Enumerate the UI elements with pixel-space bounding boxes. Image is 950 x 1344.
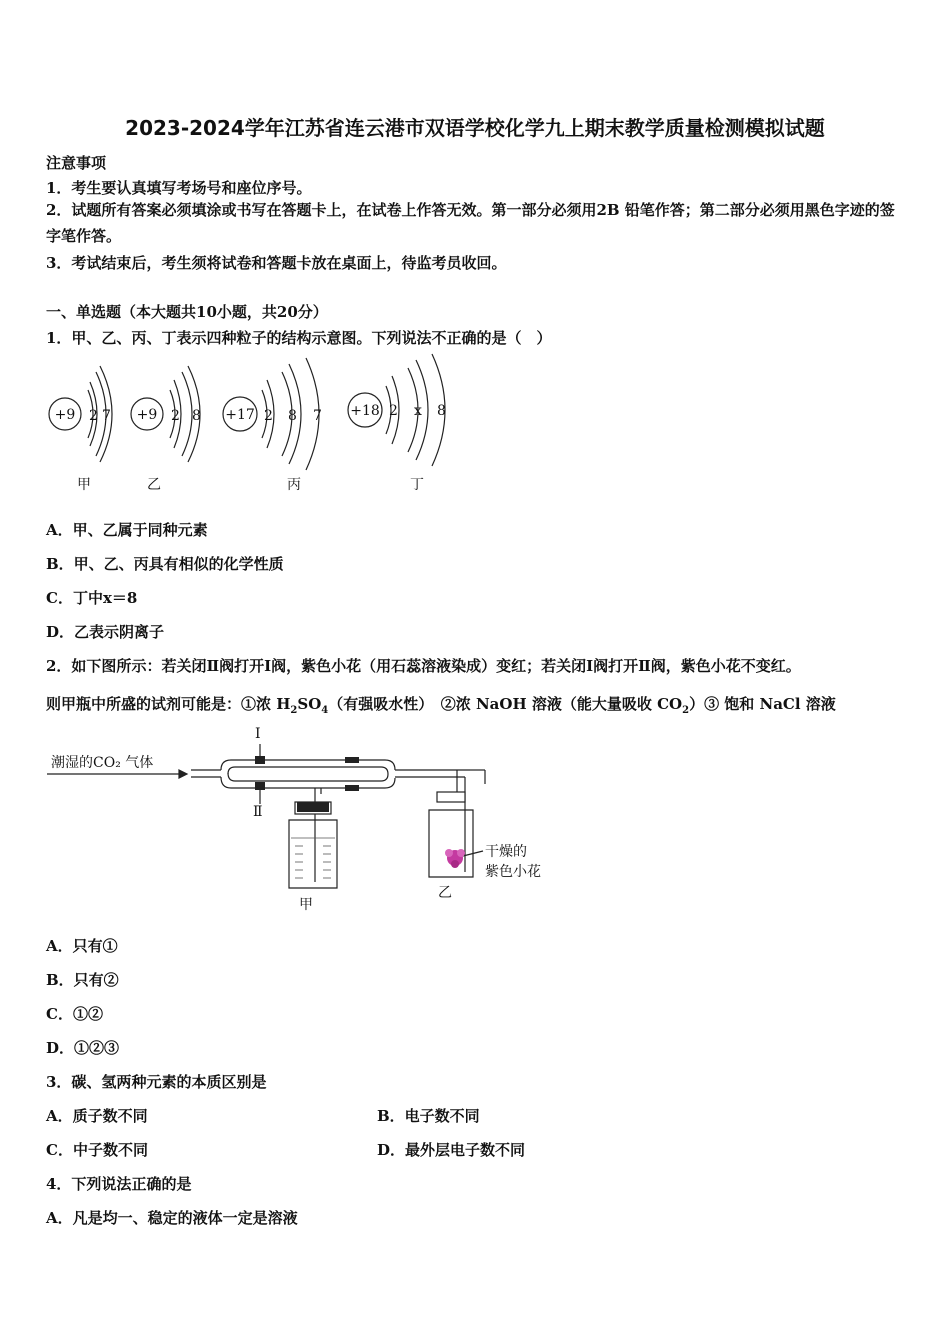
gas-label: 潮湿的CO₂ 气体 (51, 755, 154, 771)
q3-stem: 3．碳、氢两种元素的本质区别是 (46, 1073, 267, 1091)
atom-yi-shell-1: 2 (171, 408, 180, 424)
q2-option-b: B．只有② (46, 971, 119, 989)
q3-option-a: A．质子数不同 (46, 1107, 148, 1125)
q1-option-b: B．甲、乙、丙具有相似的化学性质 (46, 555, 284, 573)
valve-1-label: Ⅰ (255, 726, 261, 742)
valve-2-label: Ⅱ (253, 804, 263, 820)
q2-option-a: A．只有① (46, 937, 118, 955)
bottle-jia-label: 甲 (299, 897, 313, 913)
atom-jia-shell-2: 7 (102, 408, 111, 424)
atom-bing-shell-3: 7 (313, 408, 322, 424)
atom-bing-shell-1: 2 (264, 408, 273, 424)
q2-stem-line-1: 2．如下图所示：若关闭Ⅱ阀打开Ⅰ阀，紫色小花（用石蕊溶液染成）变红；若关闭Ⅰ阀打开Ⅱ阀，紫色小花不变红。 (46, 657, 801, 675)
notice-heading: 注意事项 (46, 154, 107, 172)
atom-ding-label: 丁 (410, 477, 424, 493)
q2-option-c: C．①② (46, 1005, 103, 1023)
atom-yi-shell-2: 8 (192, 408, 201, 424)
atom-jia-label: 甲 (77, 477, 91, 493)
section-heading: 一、单选题（本大题共10小题，共20分） (46, 303, 328, 321)
atom-jia-shell-1: 2 (89, 408, 98, 424)
q2-stem-line-2: 则甲瓶中所盛的试剂可能是：①浓 $H_2SO_4$（有强吸水性） ②浓 NaOH 溶液（能大量吸收 $CO_2)③$ 饱和 NaCl 溶液 (46, 695, 836, 716)
q4-stem: 4．下列说法正确的是 (46, 1175, 192, 1193)
atom-structure-figure (40, 352, 470, 497)
page-title: 2023-2024学年江苏省连云港市双语学校化学九上期末教学质量检测模拟试题 (125, 116, 825, 140)
q3-option-c: C．中子数不同 (46, 1141, 148, 1159)
q1-option-d: D．乙表示阴离子 (46, 623, 165, 641)
atom-jia-nucleus: +9 (54, 407, 76, 423)
flower-label-1: 干燥的 (485, 844, 527, 860)
q4-option-a: A．凡是均一、稳定的液体一定是溶液 (46, 1209, 298, 1227)
atom-ding-shell-2: x (414, 403, 422, 419)
notice-item-1: 1．考生要认真填写考场号和座位序号。 (46, 179, 312, 197)
q2-option-d: D．①②③ (46, 1039, 120, 1057)
atom-ding-nucleus: +18 (350, 403, 380, 419)
atom-yi-label: 乙 (147, 477, 161, 493)
atom-yi-nucleus: +9 (136, 407, 158, 423)
q3-option-d: D．最外层电子数不同 (377, 1141, 526, 1159)
q1-option-a: A．甲、乙属于同种元素 (46, 521, 208, 539)
atom-bing-shell-2: 8 (288, 408, 297, 424)
apparatus-figure (45, 722, 565, 917)
flower-label-2: 紫色小花 (485, 864, 541, 880)
notice-item-2: 2．试题所有答案必须填涂或书写在答题卡上，在试卷上作答无效。第一部分必须用2B 铅笔作答；第二部分必须用黑色字迹的签字笔作答。 (46, 201, 895, 245)
atom-bing-label: 丙 (287, 477, 301, 493)
atom-ding-shell-3: 8 (437, 403, 446, 419)
q1-option-c: C．丁中x＝8 (46, 589, 138, 607)
q1-stem: 1．甲、乙、丙、丁表示四种粒子的结构示意图。下列说法不正确的是（ ） (46, 329, 552, 347)
notice-item-3: 3．考试结束后，考生须将试卷和答题卡放在桌面上，待监考员收回。 (46, 254, 507, 272)
atom-bing-nucleus: +17 (225, 407, 255, 423)
q3-option-b: B．电子数不同 (377, 1107, 480, 1125)
atom-ding-shell-1: 2 (389, 403, 398, 419)
bottle-yi-label: 乙 (438, 885, 452, 901)
